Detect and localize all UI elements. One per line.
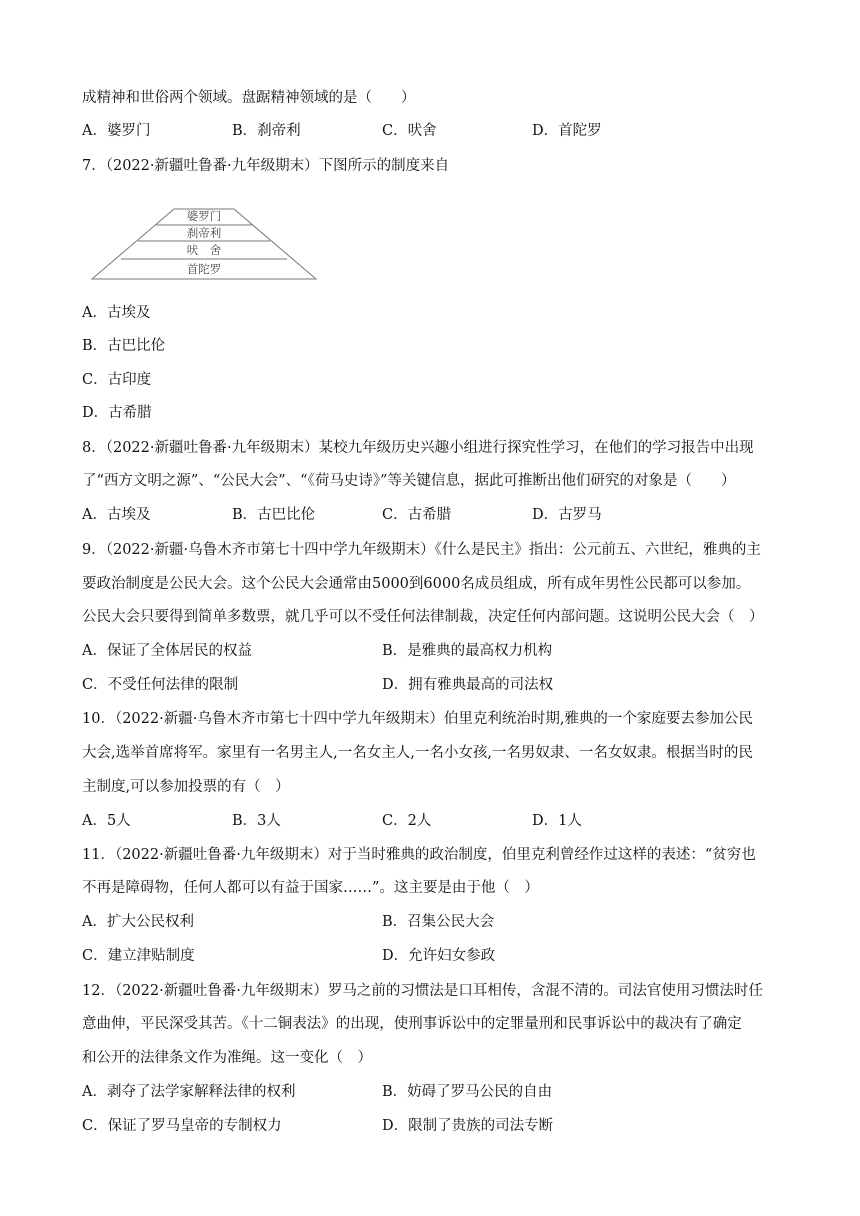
q8-stem-line-1: 8．（2022·新疆吐鲁番·九年级期末）某校九年级历史兴趣小组进行探究性学习，在他们的学习报告中出现 (82, 440, 754, 456)
q10-option-c[interactable]: C．2人 (382, 813, 432, 829)
pyramid-label-vaishya: 吠 舍 (186, 243, 222, 257)
q6-option-a[interactable]: A．婆罗门 (82, 123, 151, 139)
caste-pyramid (86, 203, 322, 283)
q6-option-d[interactable]: D．首陀罗 (532, 123, 602, 139)
pyramid-label-brahmin: 婆罗门 (186, 209, 222, 223)
q11-option-a[interactable]: A．扩大公民权利 (82, 914, 194, 930)
q6-option-b[interactable]: B．刹帝利 (232, 123, 301, 139)
pyramid-label-kshatriya: 刹帝利 (186, 226, 222, 240)
q7-option-d[interactable]: D．古希腊 (82, 405, 152, 421)
q11-stem-line-1: 11．（2022·新疆吐鲁番·九年级期末）对于当时雅典的政治制度，伯里克利曾经作过这样的表述：“贫穷也 (82, 847, 756, 863)
q8-option-c[interactable]: C．古希腊 (382, 507, 452, 523)
q10-stem-line-2: 大会,选举首席将军。家里有一名男主人,一名女主人,一名小女孩,一名男奴隶、一名女奴隶。根据当时的民 (82, 745, 753, 761)
q11-option-b[interactable]: B．召集公民大会 (382, 914, 495, 930)
q9-option-c[interactable]: C．不受任何法律的限制 (82, 677, 239, 693)
q7-option-c[interactable]: C．古印度 (82, 372, 152, 388)
q12-option-d[interactable]: D．限制了贵族的司法专断 (382, 1118, 554, 1134)
q8-option-a[interactable]: A．古埃及 (82, 507, 151, 523)
q10-stem-line-1: 10．（2022·新疆·乌鲁木齐市第七十四中学九年级期末）伯里克利统治时期,雅典的一个家庭要去参加公民 (82, 711, 753, 727)
q12-option-c[interactable]: C．保证了罗马皇帝的专制权力 (82, 1118, 282, 1134)
q10-option-d[interactable]: D．1人 (532, 813, 582, 829)
q12-stem-line-3: 和公开的法律条文作为准绳。这一变化（ ） (82, 1050, 372, 1066)
q10-stem-line-3: 主制度,可以参加投票的有（ ） (82, 779, 290, 795)
q11-option-d[interactable]: D．允许妇女参政 (382, 948, 496, 964)
q9-option-a[interactable]: A．保证了全体居民的权益 (82, 643, 252, 659)
q8-option-d[interactable]: D．古罗马 (532, 507, 602, 523)
q10-option-a[interactable]: A．5人 (82, 813, 131, 829)
q9-stem-line-1: 9．（2022·新疆·乌鲁木齐市第七十四中学九年级期末）《什么是民主》指出：公元前五、六世纪，雅典的主 (82, 542, 761, 558)
q12-option-b[interactable]: B．妨碍了罗马公民的自由 (382, 1084, 553, 1100)
q6-option-c[interactable]: C．吠舍 (382, 123, 437, 139)
q9-stem-line-3: 公民大会只要得到简单多数票，就几乎可以不受任何法律制裁，决定任何内部问题。这说明公民大会（ ） (82, 609, 764, 625)
q12-option-a[interactable]: A．剥夺了法学家解释法律的权利 (82, 1084, 296, 1100)
q7-option-a[interactable]: A．古埃及 (82, 305, 151, 321)
caste-pyramid-figure (86, 203, 322, 287)
q6-stem-tail: 成精神和世俗两个领域。盘踞精神领域的是（ ） (82, 90, 416, 106)
q9-stem-line-2: 要政治制度是公民大会。这个公民大会通常由5000到6000名成员组成，所有成年男性公民都可以参加。 (82, 576, 751, 592)
q8-option-b[interactable]: B．古巴比伦 (232, 507, 316, 523)
q9-option-d[interactable]: D．拥有雅典最高的司法权 (382, 677, 554, 693)
q8-stem-line-2: 了“西方文明之源”、“公民大会”、“《荷马史诗》”等关键信息，据此可推断出他们研究的对象是（ ） (82, 473, 736, 489)
q7-stem: 7．（2022·新疆吐鲁番·九年级期末）下图所示的制度来自 (82, 158, 450, 174)
q11-option-c[interactable]: C．建立津贴制度 (82, 948, 195, 964)
q7-option-b[interactable]: B．古巴比伦 (82, 338, 166, 354)
pyramid-label-shudra: 首陀罗 (186, 262, 222, 276)
q11-stem-line-2: 不再是障碍物，任何人都可以有益于国家……”。这主要是由于他（ ） (82, 880, 539, 896)
q9-option-b[interactable]: B．是雅典的最高权力机构 (382, 643, 553, 659)
q12-stem-line-1: 12．（2022·新疆吐鲁番·九年级期末）罗马之前的习惯法是口耳相传，含混不清的。司法官使用习惯法时任 (82, 983, 763, 999)
q12-stem-line-2: 意曲伸，平民深受其苦。《十二铜表法》的出现，使刑事诉讼中的定罪量刑和民事诉讼中的裁决有了确定 (82, 1016, 742, 1032)
q10-option-b[interactable]: B．3人 (232, 813, 281, 829)
